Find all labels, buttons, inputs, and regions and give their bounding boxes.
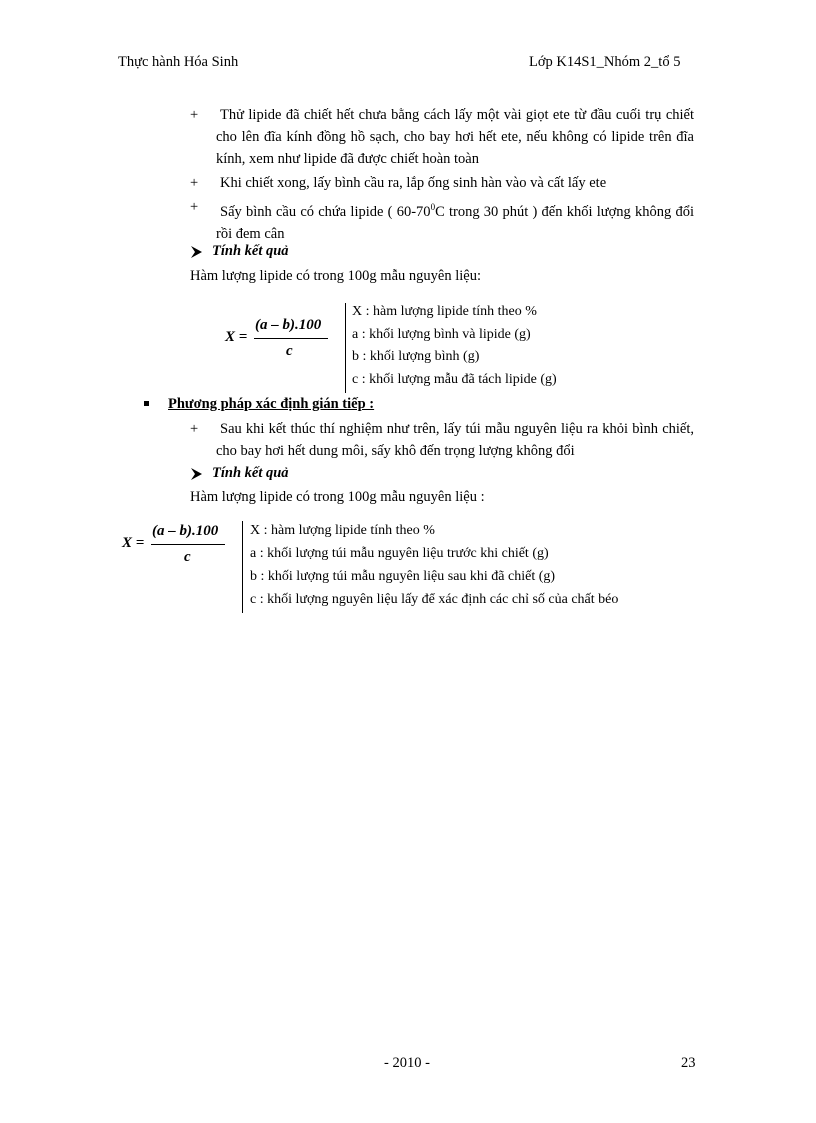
square-bullet-icon	[144, 401, 149, 406]
list-item	[190, 104, 694, 170]
fraction-bar	[254, 338, 328, 339]
legend-line: c : khối lượng mẫu đã tách lipide (g)	[352, 372, 557, 387]
list-item	[190, 172, 694, 194]
plus-bullet: +	[190, 421, 199, 437]
list-item	[190, 196, 694, 245]
legend-line: b : khối lượng bình (g)	[352, 349, 480, 364]
formula-denominator: c	[286, 343, 293, 359]
list-item-text: Sau khi kết thúc thí nghiệm như trên, lấy túi mẫu nguyên liệu ra khỏi bình chiết, cho bay hơi hết dung môi, sấy khô đến trọng lượng không đổi	[216, 421, 694, 459]
list-item	[190, 418, 694, 462]
intro-text: Hàm lượng lipide có trong 100g mẫu nguyên liệu :	[190, 489, 485, 505]
footer-year: - 2010 -	[384, 1055, 430, 1071]
list-item-text: Sấy bình cầu có chứa lipide ( $60-70^0C$ trong 30 phút ) đến khối lượng không đổi rồi đem cân	[216, 202, 695, 242]
plus-bullet: +	[190, 107, 199, 123]
page-number: 23	[681, 1055, 696, 1071]
formula-numerator: (a – b).100	[255, 317, 322, 333]
formula-lhs: X =	[225, 329, 248, 345]
legend-line: X : hàm lượng lipide tính theo %	[352, 304, 537, 319]
arrow-right-icon	[190, 467, 203, 481]
legend-line: a : khối lượng bình và lipide (g)	[352, 327, 531, 342]
list-item-text: Khi chiết xong, lấy bình cầu ra, lắp ống sinh hàn vào và cất lấy ete	[220, 175, 607, 191]
legend-line: b : khối lượng túi mẫu nguyên liệu sau khi đã chiết (g)	[250, 569, 556, 584]
legend-divider	[345, 303, 346, 393]
intro-text: Hàm lượng lipide có trong 100g mẫu nguyên liệu:	[190, 268, 481, 284]
section-heading: Phương pháp xác định gián tiếp :	[168, 396, 375, 412]
fraction-bar	[151, 544, 225, 545]
arrow-right-icon	[190, 245, 203, 259]
legend-line: a : khối lượng túi mẫu nguyên liệu trước khi chiết (g)	[250, 546, 549, 561]
plus-bullet: +	[190, 175, 199, 191]
result-heading: Tính kết quả	[190, 243, 289, 260]
formula-numerator: (a – b).100	[152, 523, 219, 539]
legend-line: c : khối lượng nguyên liệu lấy để xác định các chỉ số của chất béo	[250, 592, 619, 607]
legend-line: X : hàm lượng lipide tính theo %	[250, 523, 435, 538]
legend-divider	[242, 521, 243, 613]
formula-lhs: X =	[122, 535, 145, 551]
header-left: Thực hành Hóa Sinh	[118, 54, 239, 70]
header-right: Lớp K14S1_Nhóm 2_tổ 5	[529, 54, 681, 70]
list-item-text: Thử lipide đã chiết hết chưa bằng cách lấy một vài giọt ete từ đầu cuối trụ chiết cho lên đĩa kính đồng hồ sạch, cho bay hơi hết ete, nếu không có lipide trên đĩa kính, xem như lipide đã được chiết hoàn toàn	[216, 107, 694, 167]
result-heading: Tính kết quả	[190, 465, 289, 482]
plus-bullet: +	[190, 199, 199, 215]
formula-denominator: c	[184, 549, 191, 565]
